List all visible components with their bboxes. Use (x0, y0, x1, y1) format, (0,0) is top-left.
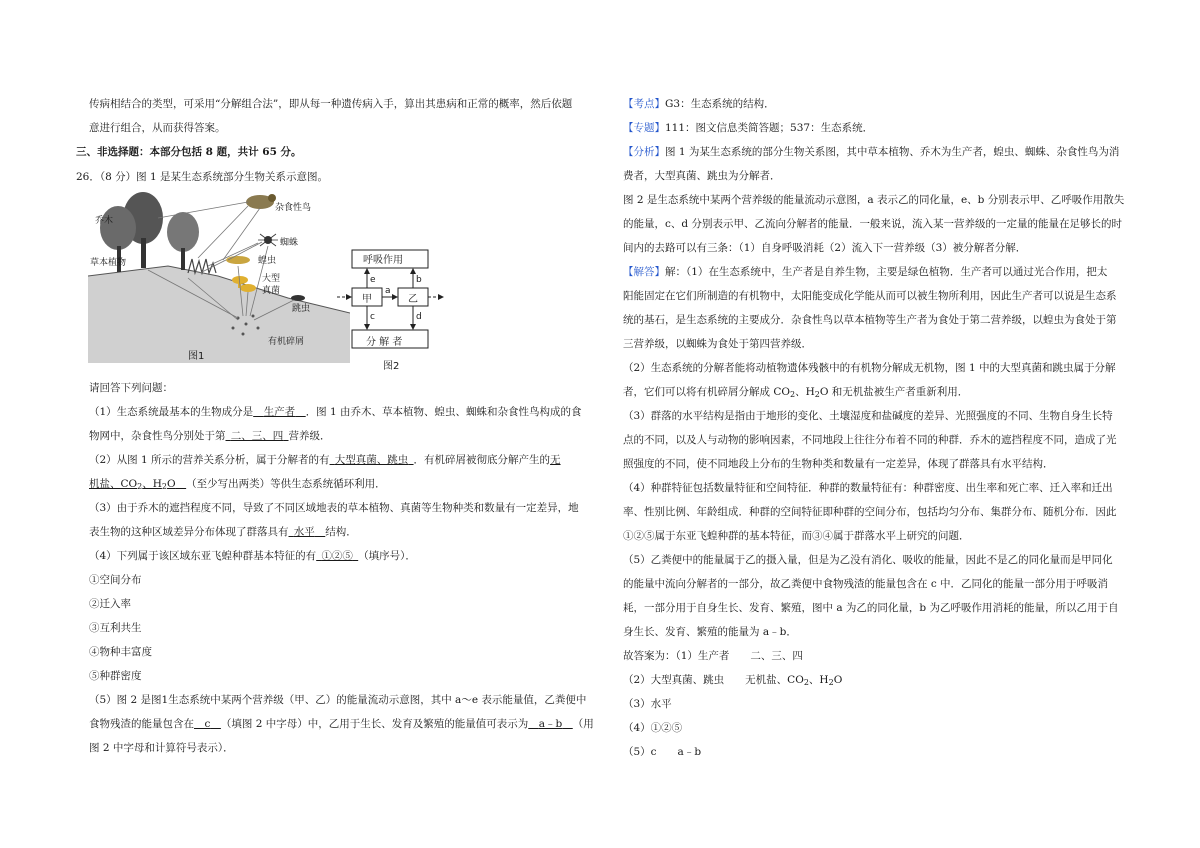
label-zhizhu: 蜘蛛 (280, 238, 299, 248)
label-zashi: 杂食性鸟 (275, 203, 312, 213)
figure-1 (88, 188, 350, 363)
jieda-line-1 (623, 265, 1107, 279)
label-caoben: 草本植物 (90, 258, 127, 268)
jieda-line-4: 三营养级，以蜘蛛为食处于第四营养级． (623, 338, 812, 350)
part-2-line-1 (89, 453, 561, 467)
label-jia: 甲 (362, 294, 372, 305)
part-3-line-2 (89, 525, 357, 539)
answer-blank: 二、三、四 (230, 430, 284, 442)
option-1: ①空间分布 (89, 574, 142, 586)
answer-blank: 机盐、$CO_2$、$H_2O$ (89, 478, 176, 491)
text: G3：生态系统的结构． (665, 98, 775, 110)
answer-2-line-2: 者，它们可以将有机碎屑分解成 $CO_2$、$H_2O$ 和无机盐被生产者重新利用． (623, 386, 969, 399)
label-yi: 乙 (408, 294, 418, 305)
text: 结构． (325, 526, 357, 538)
label-zhenjun: 真菌 (262, 286, 281, 296)
answer-5-line-2: 的能量中流向分解者的一部分，故乙粪便中食物残渣的能量包含在 c 中．乙同化的能量一部分用于呼吸消 (623, 578, 1109, 590)
answer-blank: c (204, 718, 211, 730)
answer-4-line-3: ①②⑤属于东亚飞蝗种群的基本特征，而③④属于群落水平上研究的问题． (623, 530, 970, 542)
label-huangchong: 蝗虫 (258, 256, 277, 266)
answer-blank: 生产者 (263, 406, 296, 418)
label-youji: 有机碎屑 (268, 337, 305, 347)
option-4: ④物种丰富度 (89, 646, 152, 658)
answer-5-line-3: 耗，一部分用于自身生长、发育、繁殖，图中 a 为乙的同化量，b 为乙呼吸作用消耗的能量，所以乙用于自 (623, 602, 1119, 614)
answer-blank: a﹣b (538, 718, 563, 730)
part-2-line-2 (89, 477, 386, 491)
label-qiaomu: 乔木 (95, 216, 114, 226)
answer-5-line-4: 身生长、发育、繁殖的能量为 a﹣b． (623, 626, 797, 638)
text: （填序号）． (358, 550, 416, 562)
part-3-line-1: （3）由于乔木的遮挡程度不同，导致了不同区域地表的草本植物、真菌等生物种类和数量有一定差异，地 (89, 502, 579, 514)
part-5-line-2 (89, 717, 594, 731)
text: ．图 1 由乔木、草本植物、蝗虫、蜘蛛和杂食性鸟构成的食 (305, 406, 582, 418)
fenxi-line-5: 间内的去路可以有三条：（1）自身呼吸消耗（2）流入下一营养级（3）被分解者分解． (623, 242, 1027, 254)
tag-zhuanti: 【专题】 (623, 122, 665, 134)
text: （1）生态系统最基本的生物成分是 (89, 406, 254, 418)
answer-blank: 无 (550, 454, 561, 466)
text: （填图 2 中字母）中，乙用于生长、发育及繁殖的能量值可表示为 (220, 718, 529, 730)
label-daxing: 大型 (262, 274, 281, 284)
text: ．有机碎屑被彻底分解产生的 (413, 454, 551, 466)
text: 表生物的这种区域差异分布体现了群落具有 (89, 526, 289, 538)
answer-2-line-1: （2）生态系统的分解者能将动植物遗体残骸中的有机物分解成无机物，图 1 中的大型真菌和跳虫属于分解 (623, 362, 1116, 374)
answer-blank: 水平 (293, 526, 315, 538)
jieda-line-3: 统的基石，是生态系统的主要成分．杂食性鸟以草本植物等生产者为食处于第二营养级，以蝗虫为食处于第 (623, 314, 1117, 326)
tag-fenxi: 【分析】 (623, 146, 665, 158)
part-5-line-3: 图 2 中字母和计算符号表示）． (89, 742, 234, 754)
text: 解：（1）在生态系统中，生产者是自养生物，主要是绿色植物．生产者可以通过光合作用，把太 (665, 266, 1108, 278)
tree-icon (167, 212, 199, 252)
text: （2）从图 1 所示的营养关系分析，属于分解者的有 (89, 454, 330, 466)
answer-3-line-1: （3）群落的水平结构是指由于地形的变化、土壤湿度和盐碱度的差异、光照强度的不同、生物自身生长特 (623, 410, 1113, 422)
fenxi-line-3: 图 2 是生态系统中某两个营养级的能量流动示意图，a 表示乙的同化量，e、b 分别表示甲、乙呼吸作用散失 (623, 194, 1125, 206)
label-huxi: 呼吸作用 (363, 255, 403, 266)
answer-3-line-3: 照强度的不同，使不同地段上分布的生物种类和数量有一定差异，体现了群落具有水平结构． (623, 458, 1054, 470)
final-answer-3: （3）水平 (623, 698, 672, 710)
right-column (600, 0, 1200, 848)
ground-shape (88, 266, 350, 363)
text: 营养级． (288, 430, 331, 442)
zhuanti-line (623, 121, 873, 135)
ask-line: 请回答下列问题： (89, 382, 173, 394)
option-5: ⑤种群密度 (89, 670, 142, 682)
figure-2-caption: 图2 (383, 361, 400, 372)
label-a: a (385, 286, 391, 296)
label-c: c (370, 312, 375, 322)
label-tiaochong: 跳虫 (292, 304, 311, 314)
part-4-line (89, 549, 416, 563)
final-answer-1: 故答案为：（1）生产者 二、三、四 (623, 650, 803, 662)
answer-5-line-1: （5）乙粪便中的能量属于乙的摄入量，但是为乙没有消化、吸收的能量，因此不是乙的同化量而是甲同化 (623, 554, 1113, 566)
text: 图 1 为某生态系统的部分生物关系图，其中草本植物、乔木为生产者，蝗虫、蜘蛛、杂食性鸟为消 (665, 146, 1120, 158)
part-5-line-1: （5）图 2 是图1生态系统中某两个营养级（甲、乙）的能量流动示意图，其中 a～e 表示能量值，乙粪便中 (89, 694, 587, 706)
text: （至少写出两类）等供生态系统循环利用． (186, 478, 386, 490)
label-b: b (416, 275, 422, 285)
figure-1-caption: 图1 (188, 351, 205, 362)
section-heading: 三、非选择题：本部分包括 8 题，共计 65 分。 (76, 146, 302, 158)
label-fenjie: 分 解 者 (366, 337, 403, 348)
final-answer-4: （4）①②⑤ (623, 722, 683, 734)
fenxi-line-4: 的能量，c、d 分别表示甲、乙流向分解者的能量．一般来说，流入某一营养级的一定量的能量在足够长的时 (623, 218, 1122, 230)
locust-icon (226, 256, 250, 264)
left-line-1: 传病相结合的类型，可采用“分解组合法”，即从每一种遗传病入手，算出其患病和正常的概率，然后依题 (89, 98, 573, 110)
left-line-2: 意进行组合，从而获得答案。 (89, 122, 226, 134)
option-3: ③互利共生 (89, 622, 142, 634)
question-26: 26．（8 分）图 1 是某生态系统部分生物关系示意图。 (76, 171, 328, 183)
option-2: ②迁入率 (89, 598, 131, 610)
label-d: d (416, 312, 422, 322)
tag-jieda: 【解答】 (623, 266, 665, 278)
answer-blank: ①②⑤ (321, 550, 353, 562)
part-1-line-1 (89, 405, 582, 419)
text: 食物残渣的能量包含在 (89, 718, 194, 730)
final-answer-2: （2）大型真菌、跳虫 无机盐、$CO_2$、$H_2O$ (623, 674, 843, 687)
kaodian-line (623, 97, 775, 111)
text: 111：图文信息类简答题；537：生态系统． (665, 122, 874, 134)
part-1-line-2 (89, 429, 331, 443)
label-e: e (370, 275, 376, 285)
fenxi-line-2: 费者，大型真菌、跳虫为分解者． (623, 170, 781, 182)
fenxi-line-1 (623, 145, 1119, 159)
text: 物网中，杂食性鸟分别处于第 (89, 430, 226, 442)
final-answer-5: （5）c a﹣b (623, 746, 702, 758)
answer-4-line-2: 率、性别比例、年龄组成．种群的空间特征即种群的空间分布，包括均匀分布、集群分布、随机分布．因此 (623, 506, 1117, 518)
answer-blank: 大型真菌、跳虫 (334, 454, 409, 466)
answer-4-line-1: （4）种群特征包括数量特征和空间特征．种群的数量特征有：种群密度、出生率和死亡率、迁入率和迁出 (623, 482, 1113, 494)
text: （4）下列属于该区域东亚飞蝗种群基本特征的有 (89, 550, 317, 562)
text: （用 (572, 718, 594, 730)
answer-3-line-2: 点的不同，以及人与动物的影响因素，不同地段上往往分布着不同的种群．乔木的遮挡程度不同，造成了光 (623, 434, 1117, 446)
tag-kaodian: 【考点】 (623, 98, 665, 110)
jieda-line-2: 阳能固定在它们所制造的有机物中，太阳能变成化学能从而可以被生物所利用，因此生产者可以说是生态系 (623, 290, 1117, 302)
